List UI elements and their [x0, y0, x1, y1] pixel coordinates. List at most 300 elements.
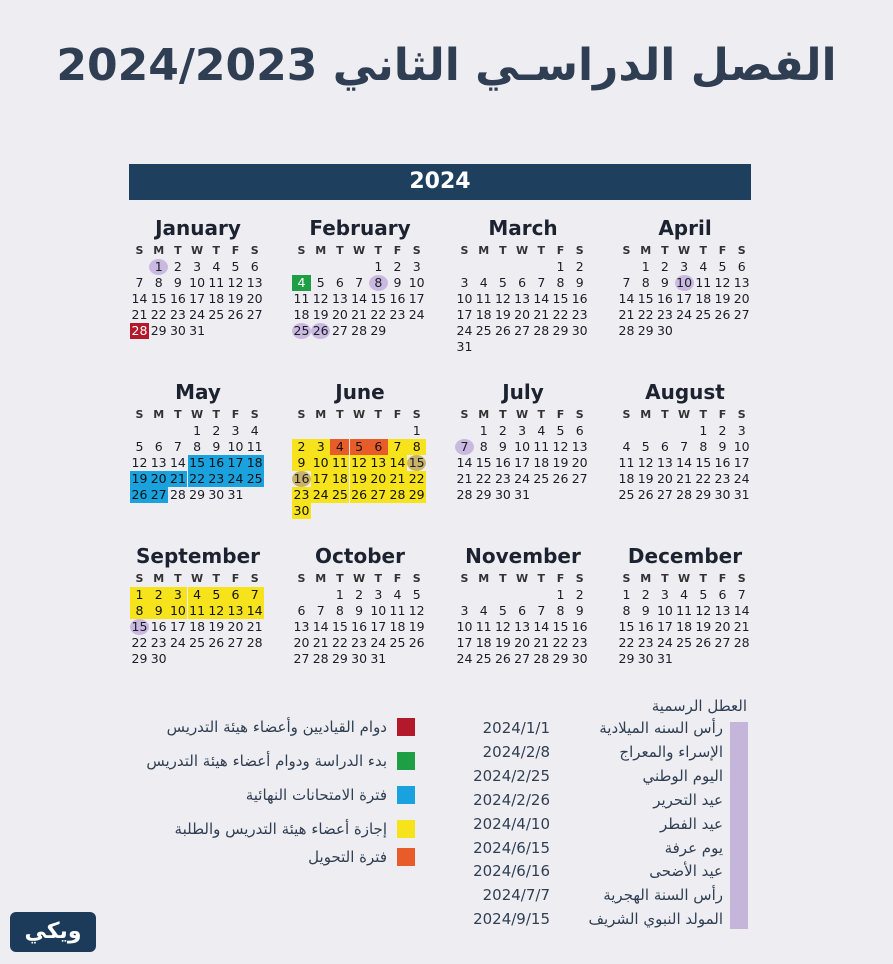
day-cell: 27: [514, 651, 531, 666]
day-cell: 30: [351, 651, 368, 666]
day-cell: 12: [714, 275, 731, 290]
weekday-label: S: [737, 244, 746, 257]
day-cell: 14: [169, 455, 186, 470]
holiday-name: عيد الأضحى: [649, 862, 723, 880]
day-cell: 23: [656, 307, 673, 322]
day-cell: 9: [641, 603, 650, 618]
day-cell: 16: [389, 291, 406, 306]
weekday-label: M: [478, 408, 490, 421]
day-cell: 22: [552, 307, 569, 322]
day-cell: 5: [556, 423, 565, 438]
day-cell: 14: [456, 455, 473, 470]
day-cell: 18: [695, 291, 712, 306]
day-cell: 23: [714, 471, 731, 486]
day-cell: 19: [494, 635, 511, 650]
day-cell: 22: [189, 471, 206, 486]
day-cell: 15: [475, 455, 492, 470]
day-cell: 28: [351, 323, 368, 338]
day-cell: 1: [335, 587, 344, 602]
day-cell: 30: [571, 651, 588, 666]
day-cell: 15: [552, 619, 569, 634]
legend-swatch-icon: [397, 848, 415, 866]
day-cell: 10: [733, 439, 750, 454]
month-april: [617, 215, 753, 338]
day-cell: 4: [537, 423, 546, 438]
day-cell: 25: [618, 487, 635, 502]
day-cell: 30: [169, 323, 186, 338]
day-cell: 24: [456, 323, 473, 338]
day-cell: 20: [514, 635, 531, 650]
weekday-label: S: [737, 408, 746, 421]
day-cell: 17: [189, 291, 206, 306]
weekday-label: T: [336, 244, 344, 257]
weekday-label: M: [153, 244, 165, 257]
day-cell: 12: [312, 291, 329, 306]
day-cell: 4: [699, 259, 708, 274]
day-cell: 16: [169, 291, 186, 306]
day-cell: 5: [135, 439, 144, 454]
day-cell: 1: [556, 259, 565, 274]
day-cell: 6: [369, 439, 388, 455]
day-cell: 23: [150, 635, 167, 650]
day-cell: 13: [733, 275, 750, 290]
day-cell: 29: [331, 651, 348, 666]
month-name: July: [502, 380, 544, 404]
day-cell: 30: [208, 487, 225, 502]
month-january: [130, 215, 266, 338]
day-cell: 3: [168, 587, 187, 603]
weekday-label: T: [336, 572, 344, 585]
day-cell: 27: [656, 487, 673, 502]
day-cell: 9: [575, 275, 584, 290]
weekday-label: S: [250, 408, 259, 421]
weekday-label: W: [678, 408, 691, 421]
weekday-label: T: [499, 408, 507, 421]
day-cell: 11: [331, 455, 348, 470]
weekday-label: F: [231, 408, 240, 421]
day-cell: 15: [408, 455, 425, 470]
day-cell: 11: [293, 291, 310, 306]
day-cell: 21: [618, 307, 635, 322]
holiday-date: 2024/2/26: [473, 791, 550, 809]
legend-item: [0, 784, 415, 806]
day-cell: 12: [494, 291, 511, 306]
day-cell: 10: [408, 275, 425, 290]
day-cell: 18: [189, 619, 206, 634]
day-cell: 21: [131, 307, 148, 322]
day-cell: 28: [733, 635, 750, 650]
weekday-label: T: [174, 408, 182, 421]
weekday-label: M: [153, 572, 165, 585]
day-cell: 6: [518, 603, 527, 618]
page-title: الفصل الدراسـي الثاني 2024/2023: [56, 40, 837, 91]
site-logo[interactable]: ويكي: [10, 912, 96, 952]
month-may: [130, 379, 266, 502]
day-cell: 23: [494, 471, 511, 486]
day-cell: 2: [212, 423, 221, 438]
day-cell: 4: [479, 603, 488, 618]
day-cell: 5: [412, 587, 421, 602]
day-cell: 20: [293, 635, 310, 650]
day-cell: 22: [131, 635, 148, 650]
day-cell: 17: [514, 455, 531, 470]
weekday-label: S: [135, 408, 144, 421]
day-cell: 27: [514, 323, 531, 338]
day-cell: 9: [149, 603, 168, 619]
day-cell: 15: [370, 291, 387, 306]
day-cell: 1: [479, 423, 488, 438]
day-cell: 18: [331, 471, 348, 486]
day-cell: 27: [733, 307, 750, 322]
weekday-label: T: [537, 408, 546, 421]
day-cell: 11: [695, 275, 712, 290]
month-name: December: [627, 544, 743, 568]
day-cell: 16: [637, 619, 654, 634]
day-cell: 6: [575, 423, 584, 438]
month-name: March: [488, 216, 558, 240]
day-cell: 9: [173, 275, 182, 290]
day-cell: 20: [331, 307, 348, 322]
day-cell: 7: [537, 275, 546, 290]
day-cell: 17: [227, 455, 244, 470]
day-cell: 21: [533, 635, 550, 650]
day-cell: 16: [571, 619, 588, 634]
legend-swatch-icon: [397, 718, 415, 736]
month-name: September: [136, 544, 260, 568]
day-cell: 21: [246, 619, 263, 634]
day-cell: 13: [714, 603, 731, 618]
weekday-label: F: [718, 572, 727, 585]
day-cell: 28: [169, 487, 186, 502]
day-cell: 2: [292, 439, 311, 455]
month-name: November: [465, 544, 581, 568]
day-cell: 12: [494, 619, 511, 634]
day-cell: 7: [173, 439, 182, 454]
holiday-name: رأس السنه الميلادية: [599, 719, 723, 737]
month-december: [617, 543, 753, 666]
weekday-label: S: [250, 244, 259, 257]
day-cell: 13: [514, 619, 531, 634]
day-cell: 2: [173, 259, 182, 274]
day-cell: 23: [389, 307, 406, 322]
day-cell: 26: [637, 487, 654, 502]
day-cell: 18: [618, 471, 635, 486]
day-cell: 14: [618, 291, 635, 306]
day-cell: 25: [676, 635, 693, 650]
holiday-name: اليوم الوطني: [642, 767, 723, 785]
day-cell: 8: [641, 275, 650, 290]
day-cell: 8: [479, 439, 488, 454]
day-cell: 1: [193, 423, 202, 438]
weekday-label: M: [640, 244, 652, 257]
day-cell: 3: [460, 603, 469, 618]
legend-label: فترة التحويل: [308, 848, 387, 866]
day-cell: 23: [169, 307, 186, 322]
weekday-label: T: [374, 408, 383, 421]
day-cell: 10: [370, 603, 387, 618]
month-october: [292, 543, 428, 666]
day-cell: 20: [227, 619, 244, 634]
day-cell: 12: [227, 275, 244, 290]
weekday-label: F: [393, 572, 402, 585]
day-cell: 3: [460, 275, 469, 290]
day-cell: 16: [208, 455, 225, 470]
weekday-label: T: [699, 408, 708, 421]
legend-label: فترة الامتحانات النهائية: [245, 786, 387, 804]
day-cell: 6: [250, 259, 259, 274]
day-cell: 25: [189, 635, 206, 650]
day-cell: 9: [660, 275, 669, 290]
day-cell: 5: [641, 439, 650, 454]
day-cell: 4: [393, 587, 402, 602]
day-cell: 16: [656, 291, 673, 306]
day-cell: 29: [552, 651, 569, 666]
day-cell: 10: [312, 455, 329, 470]
day-cell: 22: [475, 471, 492, 486]
day-cell: 30: [494, 487, 511, 502]
month-name: April: [658, 216, 712, 240]
day-cell: 27: [246, 307, 263, 322]
day-cell: 19: [208, 619, 225, 634]
day-cell: 16: [714, 455, 731, 470]
day-cell: 12: [131, 455, 148, 470]
day-cell: 3: [680, 259, 689, 274]
day-cell: 4: [680, 587, 689, 602]
day-cell: 6: [737, 259, 746, 274]
weekday-label: S: [412, 408, 421, 421]
day-cell: 23: [351, 635, 368, 650]
day-cell: 29: [189, 487, 206, 502]
weekday-label: S: [460, 572, 469, 585]
legend-label: بدء الدراسة ودوام أعضاء هيئة التدريس: [146, 752, 387, 770]
weekday-label: F: [393, 244, 402, 257]
month-name: May: [175, 380, 221, 404]
weekday-label: S: [460, 408, 469, 421]
day-cell: 11: [676, 603, 693, 618]
day-cell: 14: [131, 291, 148, 306]
day-cell: 4: [479, 275, 488, 290]
weekday-label: T: [699, 244, 708, 257]
day-cell: 8: [335, 603, 344, 618]
day-cell: 31: [656, 651, 673, 666]
weekday-label: T: [661, 244, 669, 257]
day-cell: 25: [695, 307, 712, 322]
day-cell: 6: [226, 587, 245, 603]
weekday-label: T: [174, 572, 182, 585]
weekday-label: S: [622, 572, 631, 585]
weekday-label: S: [737, 572, 746, 585]
holiday-date: 2024/7/7: [482, 886, 550, 904]
day-cell: 23: [571, 635, 588, 650]
day-cell: 3: [518, 423, 527, 438]
day-cell: 19: [312, 307, 329, 322]
day-cell: 1: [622, 587, 631, 602]
day-cell: 10: [676, 275, 693, 290]
day-cell: 26: [714, 307, 731, 322]
day-cell: 8: [699, 439, 708, 454]
day-cell: 10: [514, 439, 531, 454]
day-cell: 24: [656, 635, 673, 650]
day-cell: 28: [533, 651, 550, 666]
day-cell: 3: [193, 259, 202, 274]
day-cell: 9: [393, 275, 402, 290]
month-september: [130, 543, 266, 666]
day-cell: 13: [227, 603, 244, 618]
day-cell: 19: [695, 619, 712, 634]
day-cell: 16: [351, 619, 368, 634]
holiday-date: 2024/1/1: [482, 719, 550, 737]
day-cell: 20: [656, 471, 673, 486]
weekday-label: F: [231, 572, 240, 585]
day-cell: 17: [456, 635, 473, 650]
month-february: [292, 215, 428, 338]
month-name: June: [335, 380, 385, 404]
day-cell: 8: [193, 439, 202, 454]
day-cell: 14: [733, 603, 750, 618]
day-cell: 4: [292, 275, 311, 291]
day-cell: 7: [388, 439, 407, 455]
weekday-label: T: [336, 408, 344, 421]
day-cell: 28: [246, 635, 263, 650]
day-cell: 31: [514, 487, 531, 502]
weekday-label: T: [499, 244, 507, 257]
day-cell: 3: [374, 587, 383, 602]
day-cell: 1: [374, 259, 383, 274]
day-cell: 24: [227, 471, 244, 486]
day-cell: 17: [370, 619, 387, 634]
day-cell: 17: [456, 307, 473, 322]
day-cell: 11: [533, 439, 550, 454]
weekday-label: W: [353, 244, 366, 257]
day-cell: 13: [571, 439, 588, 454]
day-cell: 10: [656, 603, 673, 618]
day-cell: 27: [293, 651, 310, 666]
day-cell: 6: [335, 275, 344, 290]
day-cell: 29: [408, 487, 425, 502]
day-cell: 29: [637, 323, 654, 338]
day-cell: 24: [733, 471, 750, 486]
day-cell: 3: [737, 423, 746, 438]
month-name: February: [309, 216, 411, 240]
day-cell: 20: [733, 291, 750, 306]
day-cell: 20: [714, 619, 731, 634]
day-cell: 8: [369, 275, 388, 291]
day-cell: 26: [131, 487, 148, 502]
day-cell: 26: [312, 323, 329, 338]
day-cell: 1: [556, 587, 565, 602]
day-cell: 12: [208, 603, 225, 618]
day-cell: 31: [733, 487, 750, 502]
day-cell: 19: [227, 291, 244, 306]
day-cell: 11: [389, 603, 406, 618]
day-cell: 9: [718, 439, 727, 454]
day-cell: 14: [351, 291, 368, 306]
day-cell: 29: [150, 323, 167, 338]
day-cell: 12: [351, 455, 368, 470]
day-cell: 2: [718, 423, 727, 438]
day-cell: 17: [676, 291, 693, 306]
day-cell: 14: [312, 619, 329, 634]
day-cell: 31: [227, 487, 244, 502]
day-cell: 13: [514, 291, 531, 306]
holiday-name: يوم عرفة: [664, 839, 723, 857]
day-cell: 13: [656, 455, 673, 470]
day-cell: 24: [312, 487, 329, 502]
weekday-label: W: [516, 408, 529, 421]
day-cell: 11: [475, 291, 492, 306]
holiday-name: عيد التحرير: [653, 791, 723, 809]
day-cell: 15: [189, 455, 206, 470]
day-cell: 27: [370, 487, 387, 502]
day-cell: 18: [389, 619, 406, 634]
day-cell: 14: [533, 291, 550, 306]
weekday-label: F: [231, 244, 240, 257]
day-cell: 12: [637, 455, 654, 470]
legend-item: [0, 750, 415, 772]
day-cell: 1: [412, 423, 421, 438]
month-name: August: [645, 380, 725, 404]
day-cell: 29: [618, 651, 635, 666]
weekday-label: M: [315, 408, 327, 421]
day-cell: 6: [518, 275, 527, 290]
day-cell: 25: [293, 323, 310, 338]
day-cell: 18: [475, 635, 492, 650]
day-cell: 24: [456, 651, 473, 666]
day-cell: 11: [208, 275, 225, 290]
day-cell: 30: [571, 323, 588, 338]
day-cell: 6: [718, 587, 727, 602]
day-cell: 29: [370, 323, 387, 338]
day-cell: 12: [552, 439, 569, 454]
day-cell: 11: [475, 619, 492, 634]
weekday-label: F: [556, 572, 565, 585]
weekday-label: S: [297, 572, 306, 585]
day-cell: 26: [552, 471, 569, 486]
day-cell: 10: [189, 275, 206, 290]
weekday-label: W: [191, 408, 204, 421]
day-cell: 29: [695, 487, 712, 502]
day-cell: 8: [622, 603, 631, 618]
weekday-label: T: [374, 244, 383, 257]
day-cell: 15: [618, 619, 635, 634]
weekday-label: S: [297, 244, 306, 257]
day-cell: 4: [188, 587, 207, 603]
day-cell: 25: [331, 487, 348, 502]
day-cell: 19: [552, 455, 569, 470]
legend-swatch-icon: [397, 752, 415, 770]
day-cell: 7: [245, 587, 264, 603]
month-march: [455, 215, 591, 354]
weekday-label: T: [661, 408, 669, 421]
day-cell: 19: [637, 471, 654, 486]
day-cell: 3: [660, 587, 669, 602]
day-cell: 22: [331, 635, 348, 650]
day-cell: 26: [227, 307, 244, 322]
day-cell: 21: [389, 471, 406, 486]
day-cell: 9: [212, 439, 221, 454]
weekday-label: F: [556, 408, 565, 421]
weekday-label: S: [622, 408, 631, 421]
weekday-label: F: [718, 408, 727, 421]
weekday-label: T: [699, 572, 708, 585]
day-cell: 17: [656, 619, 673, 634]
day-cell: 1: [699, 423, 708, 438]
day-cell: 3: [412, 259, 421, 274]
day-cell: 28: [389, 487, 406, 502]
weekday-label: S: [622, 244, 631, 257]
weekday-label: M: [478, 244, 490, 257]
day-cell: 17: [169, 619, 186, 634]
